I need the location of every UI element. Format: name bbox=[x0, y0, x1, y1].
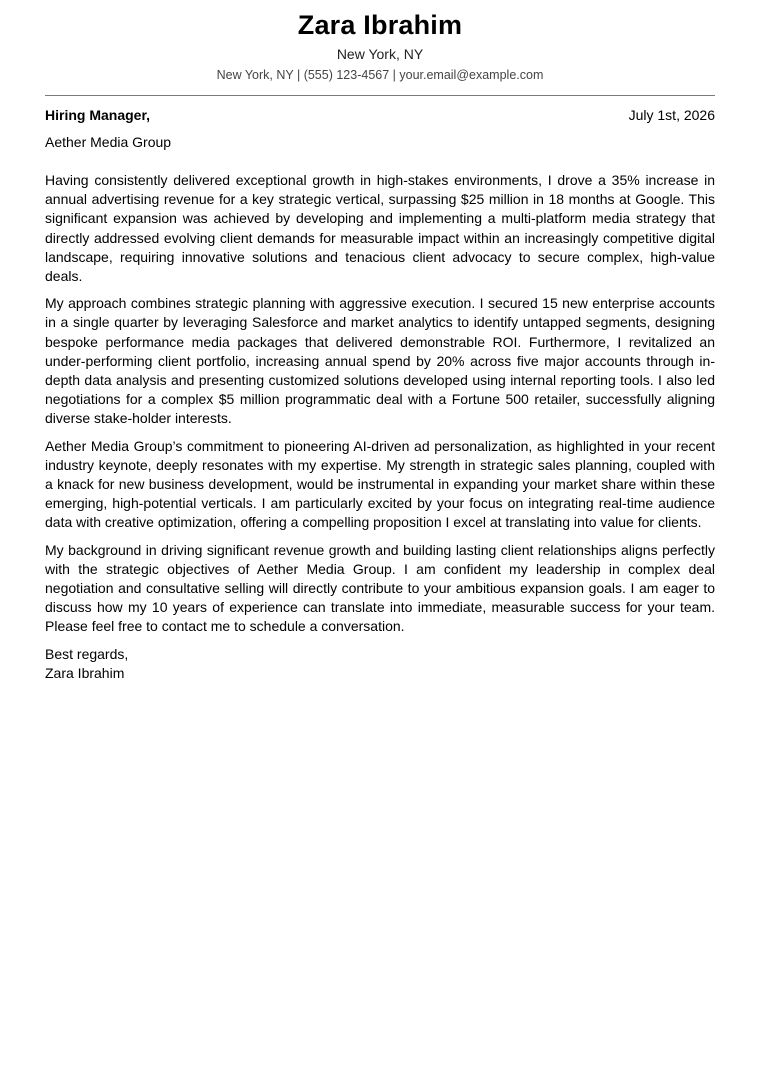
applicant-location: New York, NY bbox=[336, 46, 424, 62]
recipient-salutation: Hiring Manager, bbox=[45, 107, 151, 123]
recipient-date-row bbox=[45, 106, 715, 124]
letter-date: July 1st, 2026 bbox=[628, 107, 715, 123]
body-paragraph: Having consistently delivered exceptional growth in high-stakes environments, I drove a 35% increase in annual advertising revenue for a key strategic vertical, surpassing $25 million in 18 months at Google. This significant expansion was achieved by developing and implementing a multi-platform media strategy that directly addressed evolving client demands for measurable impact within an increasingly competitive digital landscape, requiring innovative solutions and tenacious client advocacy to secure complex, high-value deals. bbox=[45, 172, 715, 285]
letter-closing bbox=[45, 645, 715, 683]
signature-name: Zara Ibrahim bbox=[45, 664, 125, 681]
cover-letter-page bbox=[45, 0, 715, 683]
header-divider bbox=[45, 95, 715, 96]
recipient-company: Aether Media Group bbox=[45, 134, 172, 150]
body-paragraph: My approach combines strategic planning with aggressive execution. I secured 15 new enterprise accounts in a single quarter by leveraging Salesforce and market analytics to identify untapped segments, designing bespoke performance media packages that delivered demonstrable ROI. Furthermore, I revitalized an under-performing client portfolio, increasing annual spend by 20% across five major accounts through in-depth data analysis and presenting customized solutions developed using internal reporting tools. I also led negotiations for a complex $5 million programmatic deal with a Fortune 500 retailer, successfully aligning diverse stake-holder interests. bbox=[45, 295, 715, 427]
letter-body bbox=[45, 171, 715, 637]
body-paragraph: Aether Media Group’s commitment to pioneering AI-driven ad personalization, as highlighted in your recent industry keynote, deeply resonates with my expertise. My strength in strategic sales planning, coupled with a knack for new business development, would be instrumental in expanding your market share within these emerging, high-potential verticals. I am particularly excited by your focus on integrating real-time audience data with creative optimization, offering a compelling proposition I excel at translating into value for clients. bbox=[45, 437, 715, 531]
contact-line: New York, NY | (555) 123-4567 | your.email@example.com bbox=[216, 68, 544, 82]
closing-phrase: Best regards, bbox=[45, 645, 129, 662]
body-paragraph: My background in driving significant revenue growth and building lasting client relationships aligns perfectly with the strategic objectives of Aether Media Group. I am confident my leadership in complex deal negotiation and consultative selling will directly contribute to your ambitious expansion goals. I am eager to discuss how my 10 years of experience can translate into immediate, measurable success for your team. Please feel free to contact me to schedule a conversation. bbox=[45, 541, 715, 635]
applicant-name: Zara Ibrahim bbox=[297, 10, 463, 40]
